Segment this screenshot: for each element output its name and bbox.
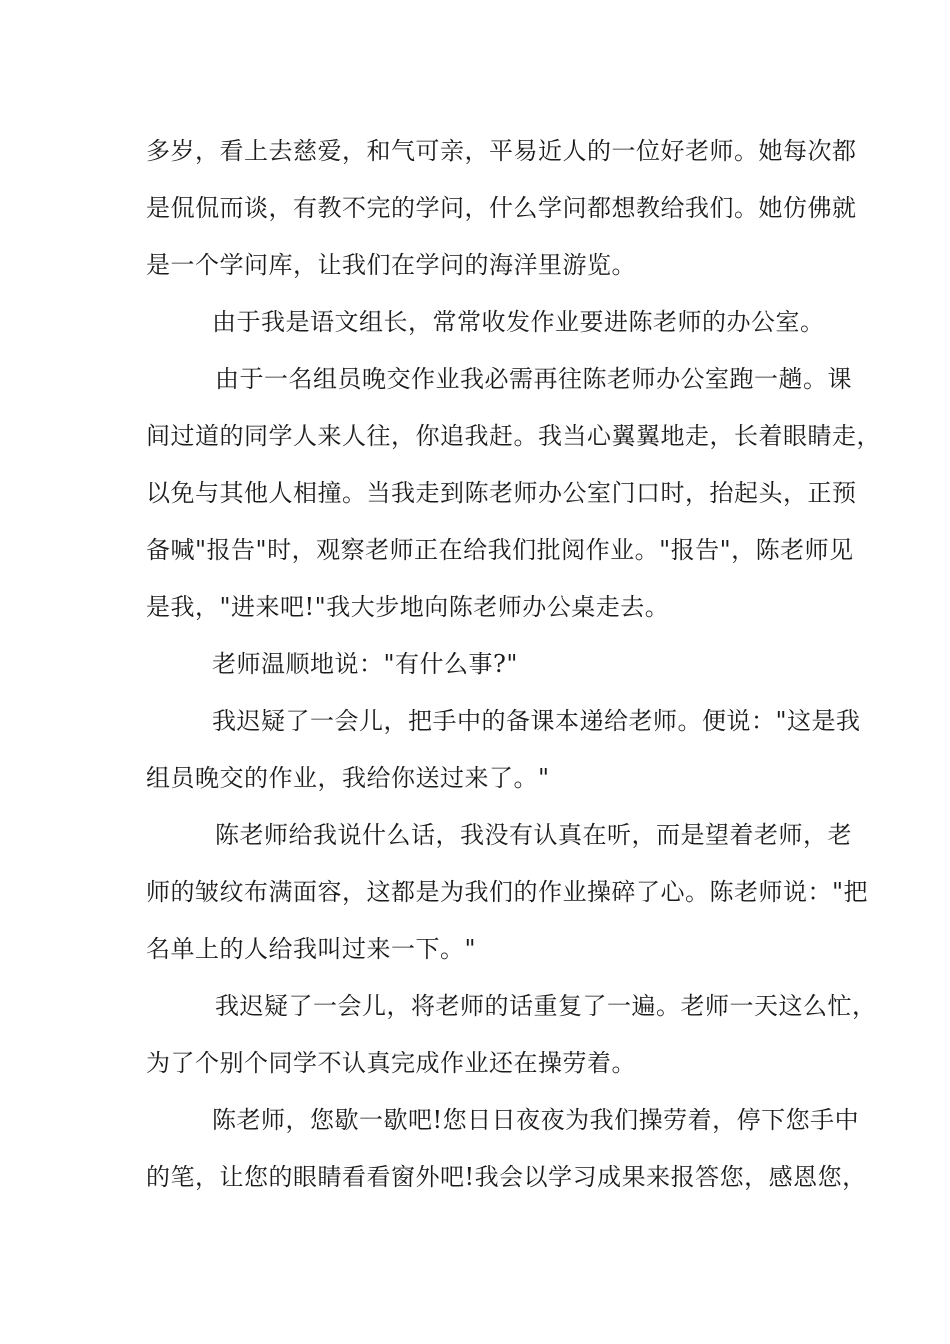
text-line: 由于我是语文组长，常常收发作业要进陈老师的办公室。 — [212, 308, 825, 336]
text-line: 我迟疑了一会儿，把手中的备课本递给老师。便说："这是我 — [212, 707, 861, 735]
text-line: 的笔，让您的眼睛看看窗外吧!我会以学习成果来报答您，感恩您， — [146, 1163, 867, 1191]
text-line: 陈老师，您歇一歇吧!您日日夜夜为我们操劳着，停下您手中 — [212, 1106, 860, 1134]
text-line: 以免与其他人相撞。当我走到陈老师办公室门口时，抬起头，正预 — [146, 479, 857, 507]
text-line: 由于一名组员晚交作业我必需再往陈老师办公室跑一趟。课 — [215, 365, 852, 393]
text-line: 是一个学问库，让我们在学问的海洋里游览。 — [146, 251, 636, 279]
text-line: 师的皱纹布满面容，这都是为我们的作业操碎了心。陈老师说："把 — [146, 878, 869, 906]
text-line: 为了个别个同学不认真完成作业还在操劳着。 — [146, 1049, 636, 1077]
text-line: 多岁，看上去慈爱，和气可亲，平易近人的一位好老师。她每次都 — [146, 137, 857, 165]
text-line: 组员晚交的作业，我给你送过来了。" — [146, 764, 550, 792]
text-line: 备喊"报告"时，观察老师正在给我们批阅作业。"报告"，陈老师见 — [146, 536, 854, 564]
text-line: 是我，"进来吧!"我大步地向陈老师办公桌走去。 — [146, 593, 670, 621]
text-line: 间过道的同学人来人往，你追我赶。我当心翼翼地走，长着眼睛走， — [146, 422, 881, 450]
text-line: 老师温顺地说："有什么事?" — [212, 650, 518, 678]
text-line: 我迟疑了一会儿，将老师的话重复了一遍。老师一天这么忙， — [215, 992, 877, 1020]
text-line: 陈老师给我说什么话，我没有认真在听，而是望着老师，老 — [215, 821, 852, 849]
text-line: 名单上的人给我叫过来一下。" — [146, 935, 477, 963]
text-line: 是侃侃而谈，有教不完的学问，什么学问都想教给我们。她仿佛就 — [146, 194, 857, 222]
